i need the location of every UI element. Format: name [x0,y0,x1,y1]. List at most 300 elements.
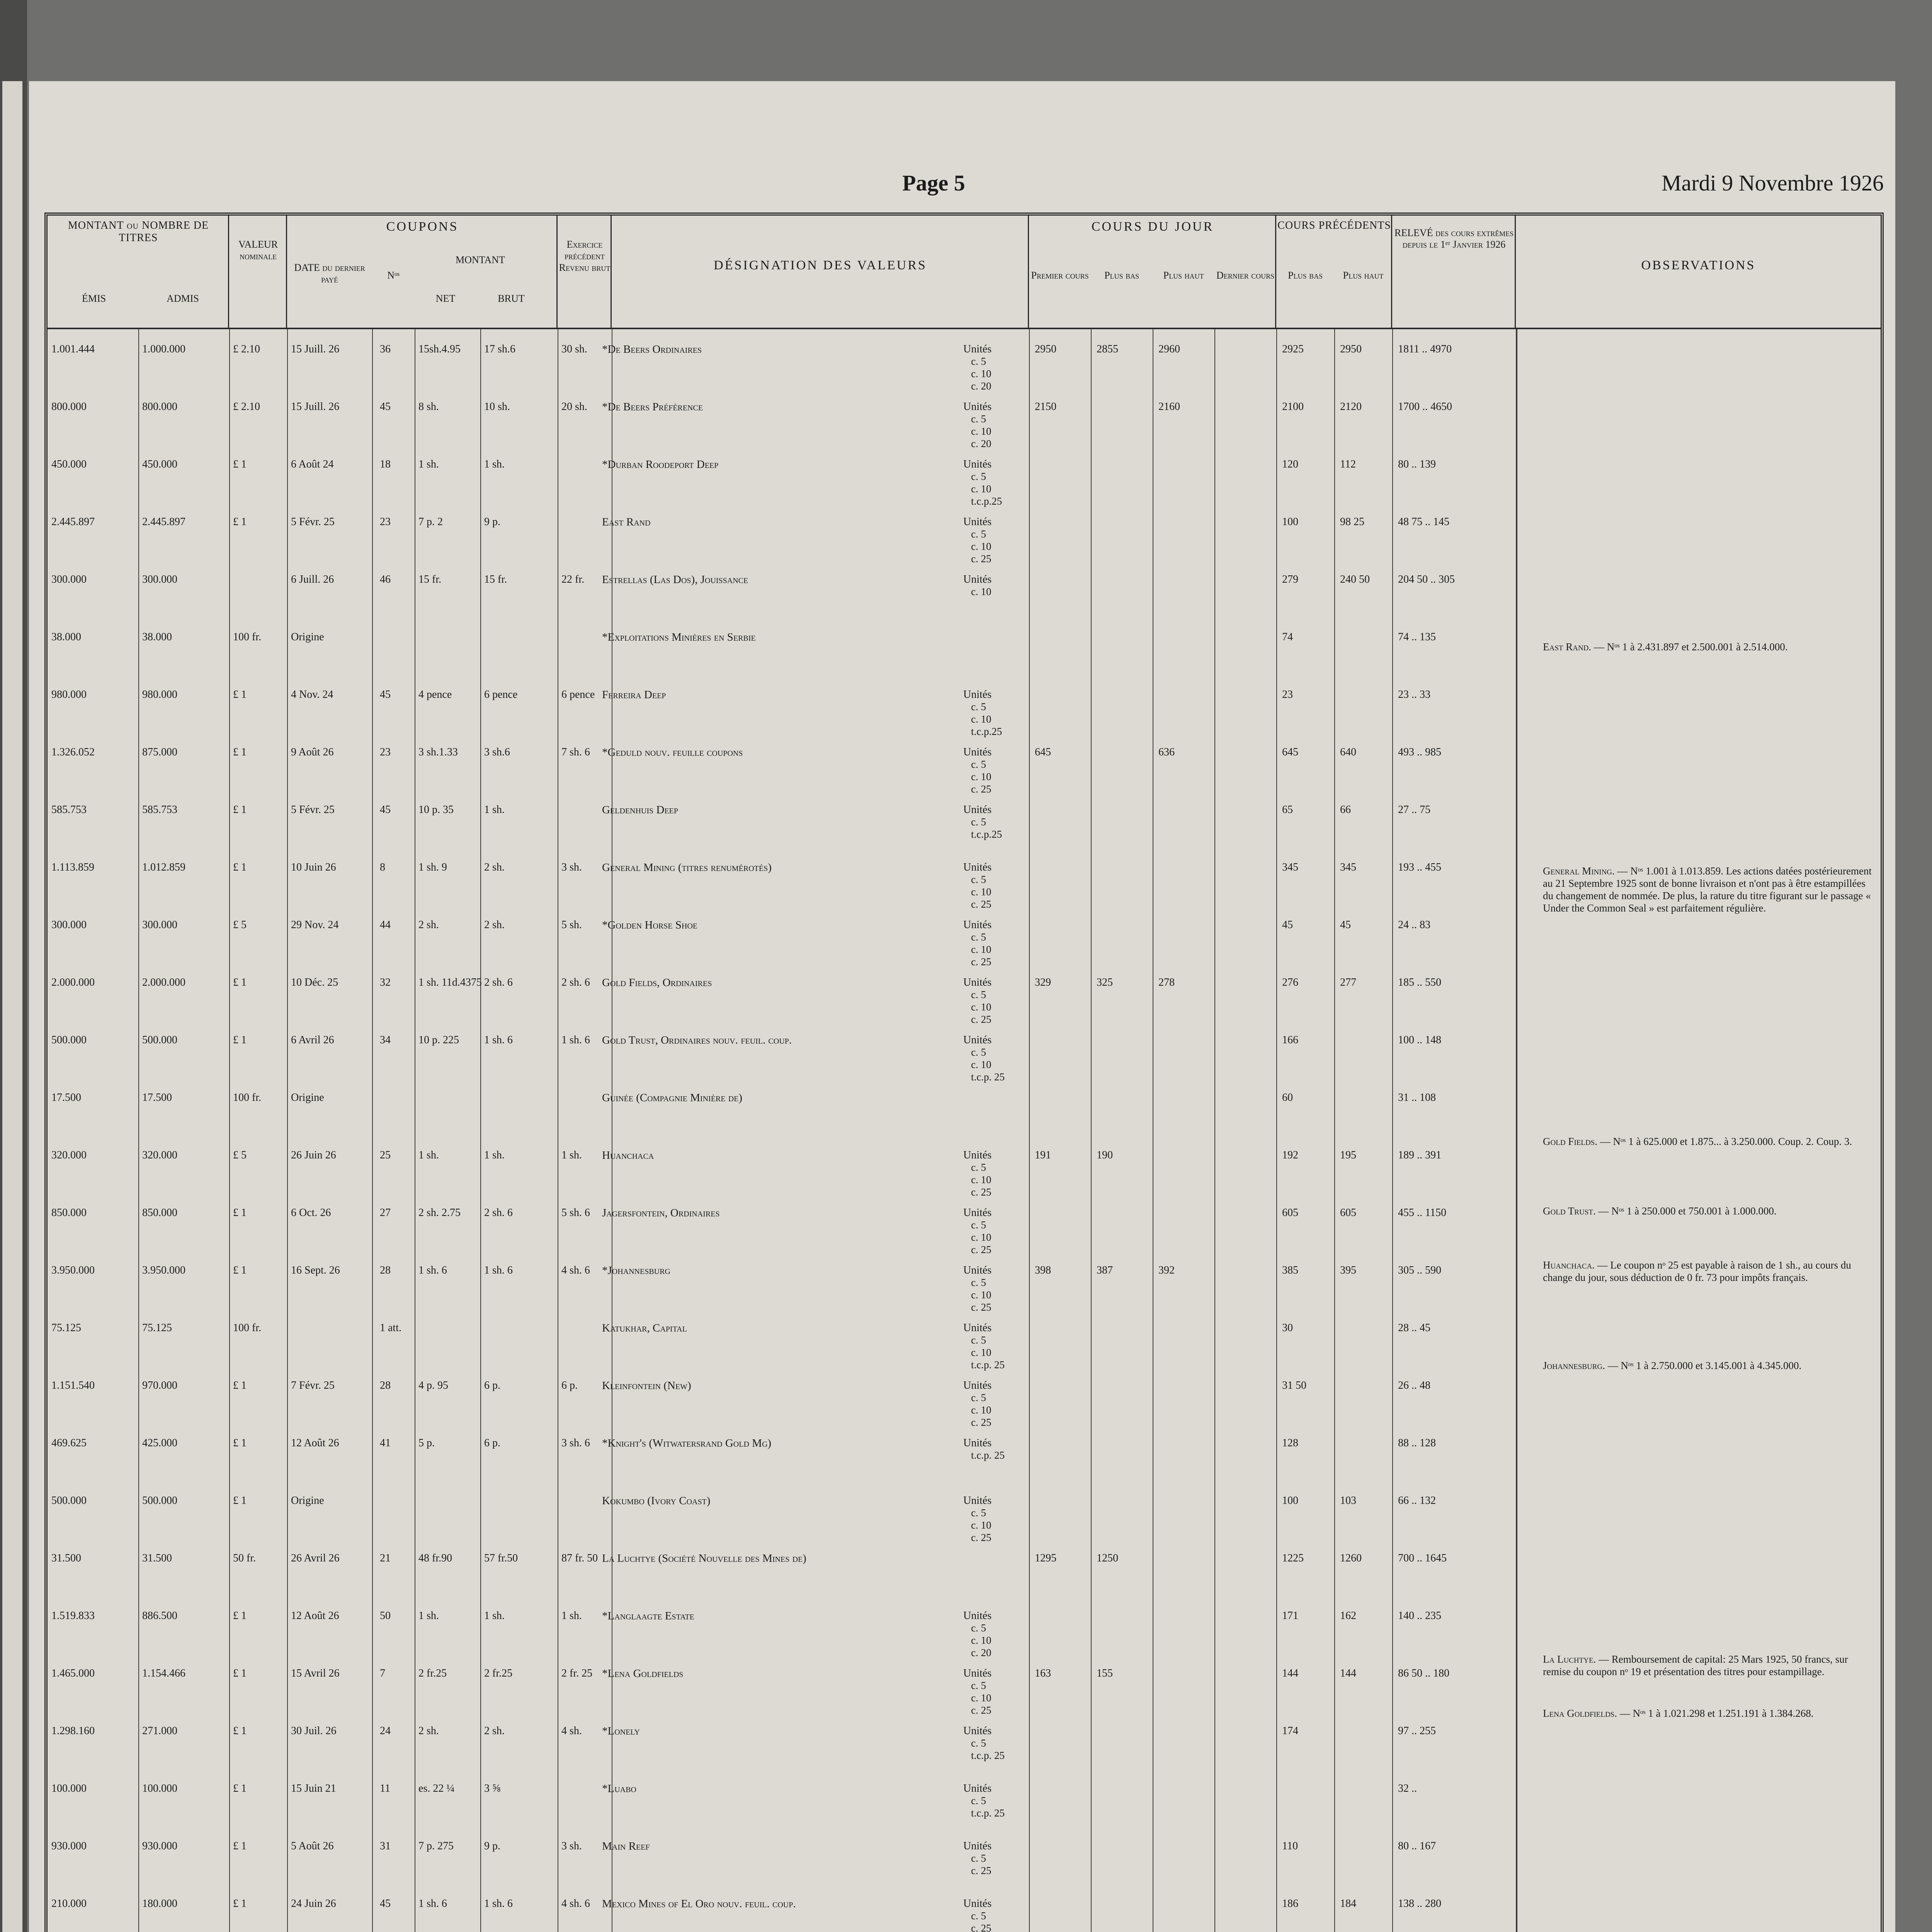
coupon-subrow: c. 20 [971,380,992,392]
net-cell: 2 fr.25 [418,1667,447,1679]
prec-bas-cell: 100 [1282,1495,1298,1507]
net-cell: 1 sh. [418,1610,439,1622]
net-cell: 1 sh. [418,458,439,470]
coupon-subrow: c. 10 [971,771,992,782]
admis-cell: 970.000 [142,1379,177,1391]
observation-text: — Nᵒˢ 1 à 1.021.298 et 1.251.191 à 1.384.268. [1617,1708,1814,1719]
date-cell: Origine [291,1495,324,1507]
coupon-subrow: c. 10 [971,1634,992,1646]
no-cell: 31 [380,1840,391,1852]
no-cell: 23 [380,516,391,528]
plus-bas2-label: Plus bas [1288,270,1323,281]
admis-cell: 320.000 [142,1149,177,1161]
no-cell: 45 [380,689,391,701]
newspaper-page [29,81,1895,1932]
date-cell: 29 Nov. 24 [291,919,339,931]
premier-label: Premier cours [1031,270,1089,281]
unit-label: Unités [963,1898,992,1910]
coupon-subrow: c. 25 [971,1244,992,1255]
releve-cell: 700 .. 1645 [1398,1552,1447,1564]
prec-bas-cell: 45 [1282,919,1293,931]
releve-cell: 31 .. 108 [1398,1092,1436,1104]
security-name: Huanchaca [602,1149,654,1162]
net-cell: 2 sh. 2.75 [418,1207,461,1219]
net-cell: 4 p. 95 [418,1379,448,1391]
net-cell: 15 fr. [418,573,442,585]
releve-cell: 193 .. 455 [1398,861,1441,873]
unit-label: Unités [963,804,992,816]
emis-label: ÉMIS [82,293,106,304]
unit-label: Unités [963,1207,992,1219]
prec-haut-cell: 345 [1340,861,1356,873]
brut-cell: 9 p. [484,516,500,528]
prec-bas-cell: 144 [1282,1667,1298,1679]
security-name: *Golden Horse Shoe [602,919,698,931]
net-cell: 1 sh. 6 [418,1898,447,1910]
unit-label: Unités [963,1437,992,1449]
releve-cell: 27 .. 75 [1398,804,1430,816]
unit-label: Unités [963,1667,992,1679]
date-cell: 10 Juin 26 [291,861,336,873]
admis-cell: 875.000 [142,746,177,758]
date-cell: 15 Avril 26 [291,1667,340,1679]
releve-cell: 204 50 .. 305 [1398,573,1455,585]
no-label: Nᵒˢ [387,270,400,281]
admis-cell: 300.000 [142,919,177,931]
admis-cell: 850.000 [142,1207,177,1219]
admis-cell: 31.500 [142,1552,172,1564]
observation-text: — Nᵒˢ 1 à 2.431.897 et 2.500.001 à 2.514.000. [1591,641,1788,653]
emis-cell: 500.000 [51,1034,87,1046]
brut-cell: 1 sh. 6 [484,1034,513,1046]
net-cell: 1 sh. 6 [418,1264,447,1276]
no-cell: 50 [380,1610,391,1622]
unit-label: Unités [963,746,992,758]
coupon-subrow: t.c.p. 25 [971,1449,1005,1461]
observation-title: Johannesburg. [1543,1360,1605,1371]
net-cell: 10 p. 35 [418,804,454,816]
security-name: Kokumbo (Ivory Coast) [602,1495,711,1507]
no-cell: 44 [380,919,391,931]
releve-cell: 23 .. 33 [1398,689,1430,701]
date-cell: 6 Avril 26 [291,1034,334,1046]
coupon-subrow: c. 10 [971,586,992,597]
coupon-subrow: c. 10 [971,1174,992,1185]
coupon-subrow: c. 5 [971,816,986,828]
brut-cell: 2 sh. 6 [484,976,513,988]
prec-bas-cell: 128 [1282,1437,1298,1449]
brut-cell: 15 fr. [484,573,507,585]
brut-cell: 2 sh. 6 [484,1207,513,1219]
date-cell: 6 Oct. 26 [291,1207,331,1219]
admis-cell: 585.753 [142,804,177,816]
premier-cell: 1295 [1035,1552,1056,1564]
exercice-cell: 1 sh. [561,1149,582,1161]
security-name: East Rand [602,516,651,528]
cours-prec-header [1276,216,1392,328]
coupon-subrow: c. 5 [971,1334,986,1346]
exercice-cell: 20 sh. [561,401,587,413]
releve-cell: 1811 .. 4970 [1398,343,1452,355]
valeur-cell: £ 1 [233,976,247,988]
no-cell: 1 att. [380,1322,401,1334]
unit-label: Unités [963,573,992,585]
coupon-subrow: t.c.p. 25 [971,1359,1005,1371]
valeur-cell: 100 fr. [233,631,262,643]
prec-haut-cell: 144 [1340,1667,1356,1679]
valeur-cell: 100 fr. [233,1092,262,1104]
releve-cell: 305 .. 590 [1398,1264,1441,1276]
emis-cell: 100.000 [51,1782,87,1794]
no-cell: 23 [380,746,391,758]
prec-bas-cell: 174 [1282,1725,1298,1737]
date-cell: 5 Févr. 25 [291,804,335,816]
admis-cell: 17.500 [142,1092,172,1104]
net-cell: 2 sh. [418,1725,439,1737]
net-cell: 5 p. [418,1437,435,1449]
observation-note [1543,1259,1875,1284]
net-cell: 8 sh. [418,401,439,413]
no-cell: 45 [380,1898,391,1910]
cours-jour-header [1029,216,1276,328]
coupon-subrow: c. 10 [971,425,992,437]
admis-cell: 2.000.000 [142,976,185,988]
date-cell: 30 Juil. 26 [291,1725,337,1737]
date-cell: 15 Juin 21 [291,1782,336,1794]
valeur-cell: £ 1 [233,804,247,816]
no-cell: 18 [380,458,391,470]
unit-label: Unités [963,1725,992,1737]
brut-cell: 6 pence [484,689,518,701]
security-name: Mexico Mines of El Oro nouv. feuil. coup. [602,1898,796,1910]
emis-cell: 17.500 [51,1092,81,1104]
prec-haut-cell: 184 [1340,1898,1356,1910]
observation-note [1543,1205,1875,1217]
coupon-subrow: t.c.p. 25 [971,1807,1005,1819]
premier-cell: 329 [1035,976,1051,988]
coupon-subrow: c. 10 [971,1519,992,1531]
plus-bas-cell: 190 [1097,1149,1113,1161]
coupon-subrow: c. 5 [971,1046,986,1058]
valeur-label: VALEUR nominale [238,239,278,262]
no-cell: 45 [380,804,391,816]
security-name: *Exploitations Minières en Serbie [602,631,756,643]
exercice-cell: 5 sh. [561,919,582,931]
coupon-subrow: c. 25 [971,1922,992,1932]
observation-title: Gold Fields. [1543,1136,1597,1147]
observations-label: OBSERVATIONS [1641,258,1756,272]
prec-haut-cell: 66 [1340,804,1351,816]
plus-bas-cell: 387 [1097,1264,1113,1276]
emis-cell: 800.000 [51,401,87,413]
unit-label: Unités [963,1840,992,1852]
no-cell: 27 [380,1207,391,1219]
releve-cell: 26 .. 48 [1398,1379,1430,1391]
emis-cell: 1.326.052 [51,746,95,758]
exercice-cell: 2 fr. 25 [561,1667,593,1679]
emis-cell: 210.000 [51,1898,87,1910]
brut-cell: 2 sh. [484,919,505,931]
observation-title: Huanchaca. [1543,1259,1595,1271]
net-cell: 4 pence [418,689,452,701]
prec-haut-cell: 2120 [1340,401,1362,413]
releve-cell: 32 .. [1398,1782,1417,1794]
releve-cell: 455 .. 1150 [1398,1207,1446,1219]
prec-bas-cell: 30 [1282,1322,1293,1334]
coupon-subrow: c. 5 [971,931,986,943]
prec-bas-cell: 345 [1282,861,1298,873]
brut-cell: 17 sh.6 [484,343,515,355]
coupon-subrow: c. 25 [971,1301,992,1313]
net-cell: es. 22 ¼ [418,1782,455,1794]
admis-cell: 180.000 [142,1898,177,1910]
observation-title: La Luchtye. [1543,1653,1596,1665]
security-name: *Langlaagte Estate [602,1610,694,1622]
coupon-subrow: c. 25 [971,1532,992,1543]
emis-cell: 38.000 [51,631,81,643]
net-cell: 7 p. 275 [418,1840,454,1852]
coupon-subrow: c. 25 [971,1417,992,1428]
unit-label: Unités [963,458,992,470]
plus-haut-cell: 392 [1158,1264,1175,1276]
coupon-subrow: c. 5 [971,1910,986,1922]
prec-bas-cell: 60 [1282,1092,1293,1104]
coupon-subrow: c. 25 [971,1704,992,1716]
no-cell: 34 [380,1034,391,1046]
prec-haut-cell: 395 [1340,1264,1356,1276]
brut-cell: 10 sh. [484,401,510,413]
releve-cell: 66 .. 132 [1398,1495,1436,1507]
admis-cell: 930.000 [142,1840,177,1852]
valeur-cell: £ 1 [233,746,247,758]
date-cell: 10 Déc. 25 [291,976,338,988]
no-cell: 11 [380,1782,390,1794]
coupon-subrow: c. 10 [971,1347,992,1358]
valeur-cell: 100 fr. [233,1322,262,1334]
prec-bas-cell: 110 [1282,1840,1298,1852]
prec-haut-cell: 1260 [1340,1552,1362,1564]
coupons-header [287,216,558,328]
releve-cell: 140 .. 235 [1398,1610,1441,1622]
coupon-subrow: c. 5 [971,1795,986,1806]
prec-haut-cell: 98 25 [1340,516,1364,528]
security-name: Guinée (Compagnie Minière de) [602,1092,743,1104]
coupon-subrow: c. 5 [971,874,986,885]
coupon-subrow: c. 10 [971,886,992,898]
emis-cell: 469.625 [51,1437,87,1449]
coupon-subrow: c. 5 [971,413,986,425]
prec-haut-cell: 2950 [1340,343,1362,355]
emis-cell: 1.519.833 [51,1610,95,1622]
coupon-subrow: c. 10 [971,1059,992,1070]
coupon-subrow: t.c.p. 25 [971,1750,1005,1761]
exercice-cell: 7 sh. 6 [561,746,590,758]
brut-cell: 6 p. [484,1437,500,1449]
date-cell: 12 Août 26 [291,1610,339,1622]
brut-cell: 1 sh. [484,1149,505,1161]
admis-cell: 1.012.859 [142,861,185,873]
premier-cell: 163 [1035,1667,1051,1679]
exercice-cell: 5 sh. 6 [561,1207,590,1219]
coupon-subrow: c. 5 [971,1162,986,1173]
security-name: *Knight's (Witwatersrand Gold Mg) [602,1437,772,1449]
coupon-subrow: c. 5 [971,1680,986,1691]
date-cell: 4 Nov. 24 [291,689,333,701]
coupon-subrow: c. 20 [971,1647,992,1658]
exercice-cell: 2 sh. 6 [561,976,590,988]
admis-cell: 450.000 [142,458,177,470]
coupon-subrow: c. 10 [971,1404,992,1416]
prec-haut-cell: 45 [1340,919,1351,931]
unit-label: Unités [963,1782,992,1794]
prec-bas-cell: 166 [1282,1034,1298,1046]
no-cell: 28 [380,1264,391,1276]
coupon-subrow: c. 10 [971,1289,992,1301]
brut-cell: 2 sh. [484,861,505,873]
releve-cell: 80 .. 167 [1398,1840,1436,1852]
prec-haut-cell: 240 50 [1340,573,1370,585]
valeur-cell: £ 2.10 [233,343,260,355]
security-name: Ferreira Deep [602,689,666,701]
premier-cell: 645 [1035,746,1051,758]
emis-cell: 1.113.859 [51,861,94,873]
releve-cell: 97 .. 255 [1398,1725,1436,1737]
observation-note [1543,1135,1875,1148]
brut-label: BRUT [498,293,525,304]
security-name: Gold Fields, Ordinaires [602,976,712,989]
admis-cell: 2.445.897 [142,516,185,528]
date-cell: 7 Févr. 25 [291,1379,335,1391]
exercice-cell: 3 sh. [561,1840,582,1852]
exercice-cell: 30 sh. [561,343,587,355]
admis-cell: 425.000 [142,1437,177,1449]
coupon-subrow: c. 5 [971,701,986,713]
valeur-cell: £ 1 [233,516,247,528]
prec-bas-cell: 23 [1282,689,1293,701]
unit-label: Unités [963,343,992,355]
date-cell: Origine [291,631,324,643]
coupon-subrow: c. 25 [971,898,992,910]
security-name: *Luabo [602,1782,636,1795]
valeur-cell: £ 1 [233,1898,247,1910]
valeur-cell: £ 1 [233,1667,247,1679]
emis-cell: 320.000 [51,1149,87,1161]
admis-cell: 271.000 [142,1725,177,1737]
prec-bas-cell: 74 [1282,631,1293,643]
coupon-subrow: t.c.p.25 [971,726,1002,737]
observation-text: — Remboursement de capital: 25 Mars 1925, 50 francs, sur remise du coupon nᵒ 19 et présentation des titres pour estampillage. [1543,1653,1848,1677]
prec-bas-cell: 605 [1282,1207,1298,1219]
unit-label: Unités [963,976,992,988]
coupon-subrow: c. 10 [971,944,992,955]
valeur-cell: £ 1 [233,1379,247,1391]
releve-cell: 80 .. 139 [1398,458,1436,470]
no-cell: 8 [380,861,385,873]
coupon-subrow: c. 25 [971,783,992,795]
valeur-cell: 50 fr. [233,1552,256,1564]
emis-cell: 300.000 [51,573,87,585]
coupon-subrow: c. 25 [971,1865,992,1876]
admis-cell: 500.000 [142,1495,177,1507]
releve-cell: 1700 .. 4650 [1398,401,1452,413]
security-name: Main Reef [602,1840,650,1852]
security-name: General Mining (titres renumérotés) [602,861,772,874]
plus-bas-cell: 155 [1097,1667,1113,1679]
exercice-label: Exercice précédent Revenu brut [559,239,611,273]
valeur-cell: £ 5 [233,919,247,931]
date-cell: 12 Août 26 [291,1437,339,1449]
exercice-cell: 3 sh. [561,861,582,873]
security-name: La Luchtye (Société Nouvelle des Mines de) [602,1552,806,1565]
unit-label: Unités [963,1610,992,1622]
prec-bas-cell: 1225 [1282,1552,1304,1564]
coupon-subrow: c. 5 [971,1737,986,1749]
no-cell: 36 [380,343,391,355]
brut-cell: 1 sh. 6 [484,1264,513,1276]
net-cell: 10 p. 225 [418,1034,459,1046]
observation-text: — Nᵒˢ 1 à 250.000 et 750.001 à 1.000.000. [1595,1205,1777,1217]
prec-bas-cell: 186 [1282,1898,1298,1910]
coupon-subrow: c. 25 [971,956,992,968]
quotation-table [44,213,1884,1932]
prec-bas-cell: 120 [1282,458,1298,470]
prec-haut-cell: 195 [1340,1149,1356,1161]
observation-note [1543,1707,1875,1719]
valeur-cell: £ 1 [233,1782,247,1794]
emis-cell: 1.465.000 [51,1667,95,1679]
brut-cell: 1 sh. 6 [484,1898,513,1910]
prec-bas-cell: 171 [1282,1610,1298,1622]
admis-cell: 1.154.466 [142,1667,185,1679]
unit-label: Unités [963,516,992,528]
brut-cell: 1 sh. [484,1610,505,1622]
prec-bas-cell: 645 [1282,746,1298,758]
prec-bas-cell: 2100 [1282,401,1304,413]
valeur-cell: £ 1 [233,1264,247,1276]
emis-cell: 31.500 [51,1552,81,1564]
admis-cell: 500.000 [142,1034,177,1046]
date-cell: 6 Août 24 [291,458,334,470]
prec-haut-cell: 162 [1340,1610,1356,1622]
plus-haut-cell: 2960 [1158,343,1180,355]
security-name: *Lonely [602,1725,640,1737]
security-name: Gold Trust, Ordinaires nouv. feuil. coup. [602,1034,792,1046]
observation-title: Gold Trust. [1543,1205,1596,1217]
releve-cell: 24 .. 83 [1398,919,1430,931]
exercice-cell: 1 sh. 6 [561,1034,590,1046]
date-cell: 15 Juill. 26 [291,401,340,413]
releve-cell: 493 .. 985 [1398,746,1441,758]
plus-bas-cell: 325 [1097,976,1113,988]
dernier-label: Dernier cours [1216,270,1275,281]
plus-haut-cell: 636 [1158,746,1175,758]
exercice-cell: 6 pence [561,689,595,701]
releve-cell: 138 .. 280 [1398,1898,1441,1910]
releve-cell: 100 .. 148 [1398,1034,1441,1046]
unit-label: Unités [963,1034,992,1046]
no-cell: 21 [380,1552,391,1564]
coupon-subrow: c. 5 [971,355,986,367]
valeur-cell: £ 1 [233,861,247,873]
unit-label: Unités [963,1149,992,1161]
releve-cell: 88 .. 128 [1398,1437,1436,1449]
exercice-cell: 4 sh. 6 [561,1898,590,1910]
valeur-cell: £ 2.10 [233,401,260,413]
page-number: Page 5 [902,170,965,196]
emis-cell: 300.000 [51,919,87,931]
cours-jour-label: COURS DU JOUR [1091,219,1214,234]
emis-cell: 930.000 [51,1840,87,1852]
